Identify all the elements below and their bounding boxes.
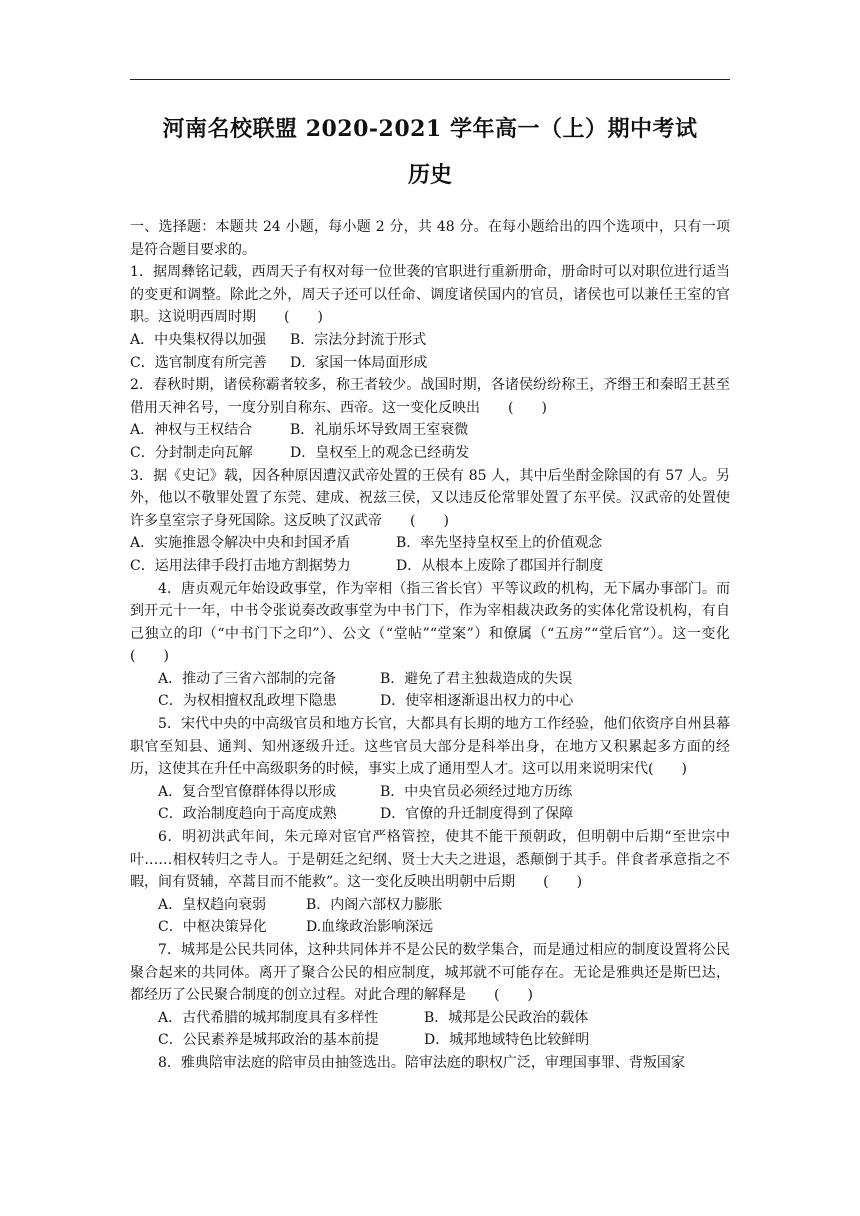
- question-6: [130, 826, 730, 939]
- question-stem: 1．据周彝铭记载，西周天子有权对每一位世袭的官职进行重新册命，册命时可以对职位进行适当的变更和调整。除此之外，周天子还可以任命、调度诸侯国内的官员，诸侯也可以兼任王室的官职。这说明西周时期 ( ): [130, 264, 730, 326]
- exam-body: [130, 216, 758, 1075]
- question-7: [130, 939, 730, 1052]
- option-c: C．公民素养是城邦政治的基本前提: [158, 1032, 379, 1049]
- exam-title: 河南名校联盟 2020-2021 学年高一（上）期中考试: [162, 116, 698, 142]
- option-d: D．官僚的升迁制度得到了保障: [380, 806, 574, 823]
- question-stem: 6．明初洪武年间，朱元璋对宦官严格管控，使其不能干预朝政，但明朝中后期“至世宗中叶……相权转归之寺人。于是朝廷之纪纲、贤士大夫之进退，悉颠倒于其手。伴食者承意指之不暇，间有贤辅，卒蒿目而不能救”。这一变化反映出明朝中后期 ( ): [130, 829, 730, 891]
- question-stem: 4．唐贞观元年始设政事堂，作为宰相（指三省长官）平等议政的机构，无下属办事部门。而到开元十一年，中书令张说奏改政事堂为中书门下，作为宰相裁决政务的实体化常设机构，有自己独立的印（“中书门下之印”）、公文（“堂帖”“堂案”）和僚属（“五房”“堂后官”）。这一变化 ( ): [130, 580, 758, 665]
- question-stem: 2．春秋时期，诸侯称霸者较多，称王者较少。战国时期，各诸侯纷纷称王，齐缗王和秦昭王甚至借用天神名号，一度分别自称东、西帝。这一变化反映出 ( ): [130, 377, 730, 416]
- option-b: B．内阁六部权力膨胀: [306, 896, 443, 913]
- option-a: A．实施推恩令解决中央和封国矛盾: [130, 535, 351, 552]
- question-4: [130, 578, 758, 714]
- option-c: C．政治制度趋向于高度成熟: [158, 806, 337, 823]
- option-b: B．避免了君主独裁造成的失误: [380, 670, 573, 687]
- header-rule: [130, 79, 730, 80]
- option-a: A．中央集权得以加强: [130, 331, 267, 348]
- option-b: B．中央官员必须经过地方历练: [380, 783, 573, 800]
- options-row: [130, 781, 730, 804]
- option-b: B．宗法分封流于形式: [290, 331, 427, 348]
- option-b: B．率先坚持皇权至上的价值观念: [396, 535, 603, 552]
- option-d: D．家国一体局面形成: [290, 354, 428, 371]
- options-row: [130, 352, 730, 375]
- option-d: D．从根本上废除了郡国并行制度: [396, 557, 604, 574]
- options-row: [130, 690, 730, 713]
- question-3: [130, 465, 730, 578]
- question-stem: 3．据《史记》载，因各种原因遭汉武帝处置的王侯有 85 人，其中后坐酎金除国的有 57 人。另外，他以不敬罪处置了东莞、建成、祝兹三侯，又以违反伦常罪处置了东平侯。汉武帝的处置使许多皇室宗子身死国除。这反映了汉武帝 ( ): [130, 467, 730, 529]
- options-row: [130, 803, 730, 826]
- option-a: A．古代希腊的城邦制度具有多样性: [158, 1009, 379, 1026]
- option-b: B．城邦是公民政治的载体: [424, 1009, 589, 1026]
- options-row: [130, 329, 730, 352]
- option-a: A．复合型官僚群体得以形成: [158, 783, 337, 800]
- option-a: A．神权与王权结合: [130, 422, 253, 439]
- question-1: [130, 261, 730, 374]
- options-row: [130, 555, 730, 578]
- question-2: [130, 374, 730, 464]
- options-row: [130, 419, 730, 442]
- question-8: [130, 1052, 730, 1075]
- options-row: [130, 532, 730, 555]
- question-5: [130, 713, 730, 826]
- option-c: C．中枢决策异化: [158, 919, 267, 936]
- options-row: [130, 442, 730, 465]
- section-intro: 一、选择题：本题共 24 小题，每小题 2 分，共 48 分。在每小题给出的四个选项中，只有一项是符合题目要求的。: [130, 219, 730, 258]
- options-row: [130, 1007, 730, 1030]
- option-d: D．城邦地域特色比较鲜明: [424, 1032, 590, 1049]
- option-c: C．分封制走向瓦解: [130, 444, 253, 461]
- question-stem: 8．雅典陪审法庭的陪审员由抽签选出。陪审法庭的职权广泛，审理国事罪、背叛国家: [158, 1054, 685, 1071]
- options-row: [130, 668, 730, 691]
- option-a: A．推动了三省六部制的完备: [158, 670, 337, 687]
- option-c: C．运用法律手段打击地方割据势力: [130, 557, 351, 574]
- option-a: A．皇权趋向衰弱: [158, 896, 267, 913]
- subject-title: 历史: [407, 162, 452, 188]
- question-stem: 5．宋代中央的中高级官员和地方长官，大都具有长期的地方工作经验，他们依资序自州县幕职官至知县、通判、知州逐级升迁。这些官员大部分是科举出身，在地方又积累起多方面的经历，这使其在升任中高级职务的时候，事实上成了通用型人才。这可以用来说明宋代( ): [130, 716, 730, 778]
- options-row: [130, 916, 730, 939]
- option-c: C．选官制度有所完善: [130, 354, 267, 371]
- option-d: D．皇权至上的观念已经萌发: [290, 444, 470, 461]
- options-row: [130, 894, 730, 917]
- question-stem: 7．城邦是公民共同体，这种共同体并不是公民的数学集合，而是通过相应的制度设置将公民聚合起来的共同体。离开了聚合公民的相应制度，城邦就不可能存在。无论是雅典还是斯巴达，都经历了公民聚合制度的创立过程。对此合理的解释是 ( ): [130, 942, 730, 1004]
- options-row: [130, 1029, 730, 1052]
- option-d: D．使宰相逐渐退出权力的中心: [380, 693, 574, 710]
- option-b: B．礼崩乐坏导致周王室衰微: [290, 422, 469, 439]
- option-d: D.血缘政治影响深远: [306, 919, 434, 936]
- option-c: C．为权相擅权乱政埋下隐患: [158, 693, 337, 710]
